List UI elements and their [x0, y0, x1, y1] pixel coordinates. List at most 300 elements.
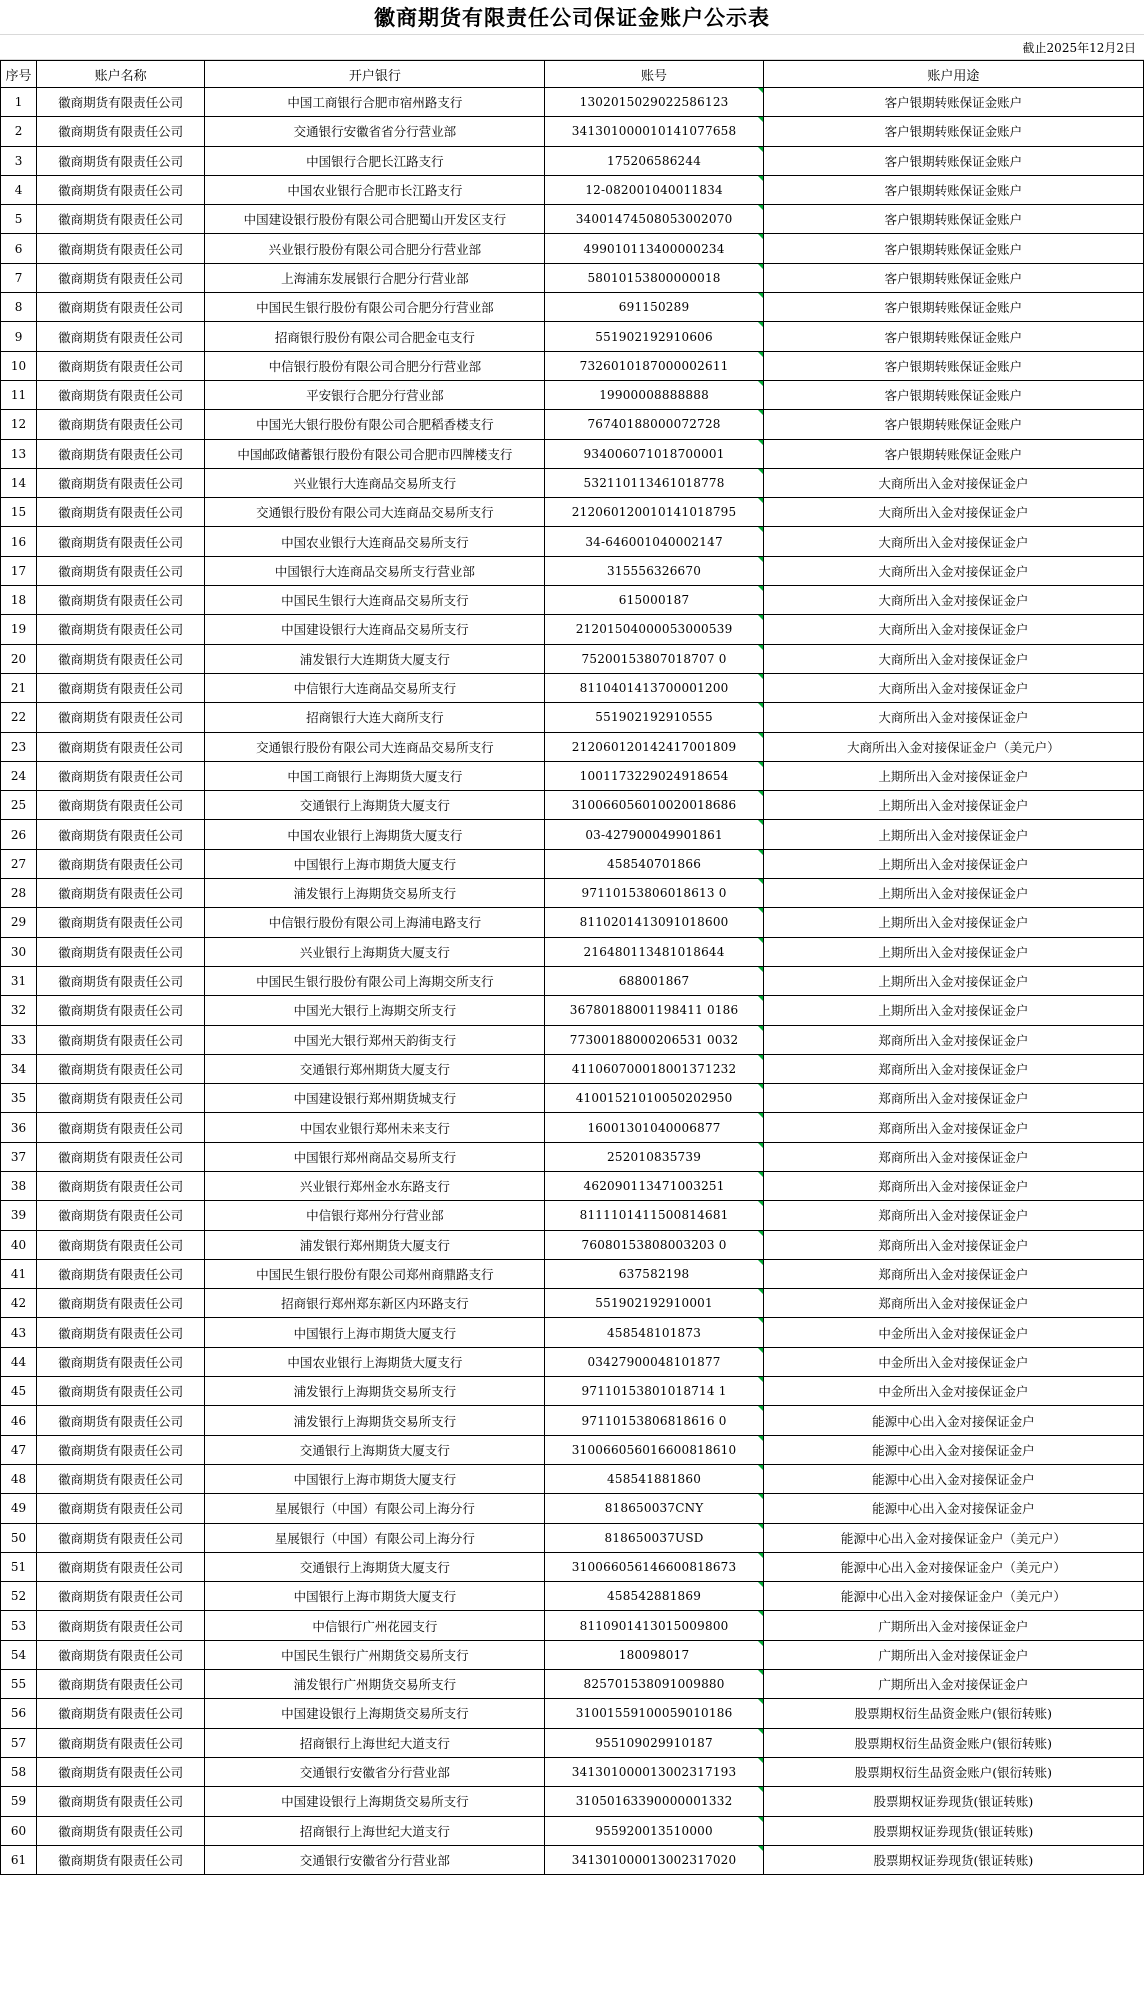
table-row — [1, 410, 1144, 439]
row-account-number: 688001867 — [545, 966, 763, 995]
row-purpose: 上期所出入金对接保证金户 — [763, 966, 1143, 995]
row-bank: 中国银行合肥长江路支行 — [205, 146, 545, 175]
row-account-name: 徽商期货有限责任公司 — [37, 1464, 205, 1493]
row-account-number: 818650037USD — [545, 1523, 763, 1552]
comment-marker-icon — [758, 1670, 763, 1675]
row-seq: 11 — [1, 380, 37, 409]
row-account-number: 34-646001040002147 — [545, 527, 763, 556]
row-seq: 57 — [1, 1728, 37, 1757]
row-seq: 60 — [1, 1816, 37, 1845]
comment-marker-icon — [758, 1758, 763, 1763]
row-bank: 中国建设银行郑州期货城支行 — [205, 1084, 545, 1113]
row-purpose: 大商所出入金对接保证金户 — [763, 703, 1143, 732]
row-bank: 交通银行郑州期货大厦支行 — [205, 1054, 545, 1083]
row-account-number: 8110201413091018600 — [545, 908, 763, 937]
as-of-date: 截止2025年12月2日 — [1022, 40, 1136, 55]
table-header — [1, 61, 1144, 88]
row-account-name: 徽商期货有限责任公司 — [37, 849, 205, 878]
row-seq: 59 — [1, 1787, 37, 1816]
row-seq: 14 — [1, 468, 37, 497]
row-seq: 3 — [1, 146, 37, 175]
row-account-name: 徽商期货有限责任公司 — [37, 1289, 205, 1318]
row-bank: 中国银行大连商品交易所支行营业部 — [205, 556, 545, 585]
row-account-number: 77300188000206531 0032 — [545, 1025, 763, 1054]
row-bank: 交通银行上海期货大厦支行 — [205, 1552, 545, 1581]
row-account-name: 徽商期货有限责任公司 — [37, 1494, 205, 1523]
row-bank: 浦发银行上海期货交易所支行 — [205, 1377, 545, 1406]
row-purpose: 股票期权衍生品资金账户(银衍转账) — [763, 1728, 1143, 1757]
row-seq: 36 — [1, 1113, 37, 1142]
table-row — [1, 1845, 1144, 1874]
comment-marker-icon — [758, 674, 763, 679]
row-bank: 浦发银行上海期货交易所支行 — [205, 879, 545, 908]
row-bank: 交通银行股份有限公司大连商品交易所支行 — [205, 498, 545, 527]
comment-marker-icon — [758, 1348, 763, 1353]
row-account-number: 310066056146600818673 — [545, 1552, 763, 1581]
row-account-name: 徽商期货有限责任公司 — [37, 1084, 205, 1113]
row-bank: 中信银行广州花园支行 — [205, 1611, 545, 1640]
row-account-name: 徽商期货有限责任公司 — [37, 1054, 205, 1083]
row-seq: 31 — [1, 966, 37, 995]
row-purpose: 郑商所出入金对接保证金户 — [763, 1025, 1143, 1054]
table-row — [1, 556, 1144, 585]
row-account-number: 934006071018700001 — [545, 439, 763, 468]
row-purpose: 中金所出入金对接保证金户 — [763, 1377, 1143, 1406]
table-row — [1, 293, 1144, 322]
row-bank: 浦发银行大连期货大厦支行 — [205, 644, 545, 673]
row-purpose: 上期所出入金对接保证金户 — [763, 820, 1143, 849]
row-purpose: 中金所出入金对接保证金户 — [763, 1318, 1143, 1347]
row-account-number: 1001173229024918654 — [545, 761, 763, 790]
row-account-number: 955109029910187 — [545, 1728, 763, 1757]
row-bank: 平安银行合肥分行营业部 — [205, 380, 545, 409]
comment-marker-icon — [758, 615, 763, 620]
row-account-name: 徽商期货有限责任公司 — [37, 1670, 205, 1699]
row-account-name: 徽商期货有限责任公司 — [37, 410, 205, 439]
row-account-number: 532110113461018778 — [545, 468, 763, 497]
comment-marker-icon — [758, 908, 763, 913]
row-bank: 招商银行上海世纪大道支行 — [205, 1728, 545, 1757]
row-bank: 中国农业银行大连商品交易所支行 — [205, 527, 545, 556]
row-seq: 24 — [1, 761, 37, 790]
table-row — [1, 1113, 1144, 1142]
row-seq: 10 — [1, 351, 37, 380]
comment-marker-icon — [758, 440, 763, 445]
row-account-name: 徽商期货有限责任公司 — [37, 234, 205, 263]
row-seq: 15 — [1, 498, 37, 527]
row-bank: 浦发银行郑州期货大厦支行 — [205, 1230, 545, 1259]
row-seq: 40 — [1, 1230, 37, 1259]
row-account-name: 徽商期货有限责任公司 — [37, 1142, 205, 1171]
table-row — [1, 1757, 1144, 1786]
row-purpose: 上期所出入金对接保证金户 — [763, 937, 1143, 966]
row-purpose: 能源中心出入金对接保证金户 — [763, 1464, 1143, 1493]
row-purpose: 大商所出入金对接保证金户 — [763, 615, 1143, 644]
row-account-name: 徽商期货有限责任公司 — [37, 263, 205, 292]
comment-marker-icon — [758, 527, 763, 532]
row-purpose: 客户银期转账保证金账户 — [763, 439, 1143, 468]
row-account-name: 徽商期货有限责任公司 — [37, 703, 205, 732]
table-row — [1, 1054, 1144, 1083]
comment-marker-icon — [758, 1553, 763, 1558]
row-purpose: 股票期权证券现货(银证转账) — [763, 1845, 1143, 1874]
date-band — [0, 35, 1144, 60]
row-account-number: 411060700018001371232 — [545, 1054, 763, 1083]
row-account-number: 310066056016600818610 — [545, 1435, 763, 1464]
row-bank: 中国民生银行大连商品交易所支行 — [205, 586, 545, 615]
row-purpose: 客户银期转账保证金账户 — [763, 88, 1143, 117]
comment-marker-icon — [758, 1113, 763, 1118]
row-purpose: 大商所出入金对接保证金户（美元户） — [763, 732, 1143, 761]
row-account-name: 徽商期货有限责任公司 — [37, 146, 205, 175]
row-bank: 中国农业银行郑州未来支行 — [205, 1113, 545, 1142]
row-purpose: 客户银期转账保证金账户 — [763, 117, 1143, 146]
table-row — [1, 1259, 1144, 1288]
row-purpose: 上期所出入金对接保证金户 — [763, 879, 1143, 908]
row-account-number: 462090113471003251 — [545, 1171, 763, 1200]
comment-marker-icon — [758, 1524, 763, 1529]
row-account-name: 徽商期货有限责任公司 — [37, 351, 205, 380]
row-account-name: 徽商期货有限责任公司 — [37, 1699, 205, 1728]
row-account-number: 458541881860 — [545, 1464, 763, 1493]
row-seq: 18 — [1, 586, 37, 615]
row-account-name: 徽商期货有限责任公司 — [37, 1728, 205, 1757]
row-bank: 星展银行（中国）有限公司上海分行 — [205, 1494, 545, 1523]
table-row — [1, 380, 1144, 409]
row-purpose: 上期所出入金对接保证金户 — [763, 996, 1143, 1025]
row-seq: 41 — [1, 1259, 37, 1288]
table-row — [1, 703, 1144, 732]
table-row — [1, 1640, 1144, 1669]
row-account-name: 徽商期货有限责任公司 — [37, 205, 205, 234]
table-row — [1, 1201, 1144, 1230]
table-body — [1, 88, 1144, 1875]
row-account-name: 徽商期货有限责任公司 — [37, 439, 205, 468]
row-account-name: 徽商期货有限责任公司 — [37, 1025, 205, 1054]
row-account-number: 341301000013002317193 — [545, 1757, 763, 1786]
row-account-number: 212060120010141018795 — [545, 498, 763, 527]
comment-marker-icon — [758, 791, 763, 796]
row-bank: 交通银行股份有限公司大连商品交易所支行 — [205, 732, 545, 761]
row-bank: 中国光大银行郑州天韵街支行 — [205, 1025, 545, 1054]
row-purpose: 上期所出入金对接保证金户 — [763, 791, 1143, 820]
row-purpose: 客户银期转账保证金账户 — [763, 380, 1143, 409]
row-purpose: 上期所出入金对接保证金户 — [763, 761, 1143, 790]
row-account-number: 75200153807018707 0 — [545, 644, 763, 673]
row-bank: 中国光大银行上海期交所支行 — [205, 996, 545, 1025]
row-bank: 中国邮政储蓄银行股份有限公司合肥市四牌楼支行 — [205, 439, 545, 468]
comment-marker-icon — [758, 1494, 763, 1499]
row-bank: 交通银行上海期货大厦支行 — [205, 1435, 545, 1464]
table-row — [1, 732, 1144, 761]
comment-marker-icon — [758, 1436, 763, 1441]
comment-marker-icon — [758, 352, 763, 357]
table-row — [1, 586, 1144, 615]
comment-marker-icon — [758, 1318, 763, 1323]
comment-marker-icon — [758, 645, 763, 650]
row-purpose: 广期所出入金对接保证金户 — [763, 1640, 1143, 1669]
table-row — [1, 791, 1144, 820]
row-seq: 54 — [1, 1640, 37, 1669]
row-purpose: 大商所出入金对接保证金户 — [763, 556, 1143, 585]
row-account-name: 徽商期货有限责任公司 — [37, 1259, 205, 1288]
row-bank: 浦发银行上海期货交易所支行 — [205, 1406, 545, 1435]
row-bank: 中国民生银行股份有限公司上海期交所支行 — [205, 966, 545, 995]
table-row — [1, 1435, 1144, 1464]
row-seq: 39 — [1, 1201, 37, 1230]
row-purpose: 郑商所出入金对接保证金户 — [763, 1259, 1143, 1288]
row-seq: 27 — [1, 849, 37, 878]
row-account-number: 825701538091009880 — [545, 1670, 763, 1699]
table-row — [1, 439, 1144, 468]
row-purpose: 大商所出入金对接保证金户 — [763, 468, 1143, 497]
row-account-name: 徽商期货有限责任公司 — [37, 1406, 205, 1435]
row-seq: 17 — [1, 556, 37, 585]
row-purpose: 客户银期转账保证金账户 — [763, 351, 1143, 380]
row-seq: 35 — [1, 1084, 37, 1113]
row-purpose: 上期所出入金对接保证金户 — [763, 849, 1143, 878]
row-bank: 中国光大银行股份有限公司合肥稻香楼支行 — [205, 410, 545, 439]
row-account-number: 12-082001040011834 — [545, 175, 763, 204]
comment-marker-icon — [758, 586, 763, 591]
comment-marker-icon — [758, 1787, 763, 1792]
table-row — [1, 1464, 1144, 1493]
table-row — [1, 1142, 1144, 1171]
row-bank: 中国民生银行股份有限公司合肥分行营业部 — [205, 293, 545, 322]
row-purpose: 大商所出入金对接保证金户 — [763, 673, 1143, 702]
table-row — [1, 234, 1144, 263]
column-header-purpose: 账户用途 — [763, 61, 1143, 88]
comment-marker-icon — [758, 322, 763, 327]
row-account-number: 36780188001198411 0186 — [545, 996, 763, 1025]
table-row — [1, 849, 1144, 878]
table-row — [1, 1552, 1144, 1581]
row-seq: 38 — [1, 1171, 37, 1200]
row-account-number: 21201504000053000539 — [545, 615, 763, 644]
row-account-name: 徽商期货有限责任公司 — [37, 1377, 205, 1406]
row-bank: 中国银行郑州商品交易所支行 — [205, 1142, 545, 1171]
row-bank: 中信银行股份有限公司合肥分行营业部 — [205, 351, 545, 380]
row-account-number: 818650037CNY — [545, 1494, 763, 1523]
row-bank: 中国建设银行上海期货交易所支行 — [205, 1699, 545, 1728]
row-account-number: 341301000010141077658 — [545, 117, 763, 146]
row-seq: 23 — [1, 732, 37, 761]
comment-marker-icon — [758, 938, 763, 943]
row-account-number: 8110901413015009800 — [545, 1611, 763, 1640]
comment-marker-icon — [758, 264, 763, 269]
comment-marker-icon — [758, 1231, 763, 1236]
row-seq: 1 — [1, 88, 37, 117]
row-purpose: 能源中心出入金对接保证金户（美元户） — [763, 1552, 1143, 1581]
comment-marker-icon — [758, 147, 763, 152]
row-account-number: 341301000013002317020 — [545, 1845, 763, 1874]
row-account-number: 551902192910606 — [545, 322, 763, 351]
row-seq: 29 — [1, 908, 37, 937]
row-account-number: 216480113481018644 — [545, 937, 763, 966]
row-seq: 26 — [1, 820, 37, 849]
row-purpose: 郑商所出入金对接保证金户 — [763, 1230, 1143, 1259]
comment-marker-icon — [758, 996, 763, 1001]
table-row — [1, 351, 1144, 380]
table-row — [1, 468, 1144, 497]
table-row — [1, 673, 1144, 702]
row-seq: 37 — [1, 1142, 37, 1171]
comment-marker-icon — [758, 1406, 763, 1411]
row-account-name: 徽商期货有限责任公司 — [37, 117, 205, 146]
row-account-name: 徽商期货有限责任公司 — [37, 1552, 205, 1581]
comment-marker-icon — [758, 1465, 763, 1470]
comment-marker-icon — [758, 1289, 763, 1294]
row-bank: 中国工商银行上海期货大厦支行 — [205, 761, 545, 790]
row-account-name: 徽商期货有限责任公司 — [37, 966, 205, 995]
row-account-name: 徽商期货有限责任公司 — [37, 1757, 205, 1786]
row-seq: 51 — [1, 1552, 37, 1581]
row-account-number: 7326010187000002611 — [545, 351, 763, 380]
comment-marker-icon — [758, 1641, 763, 1646]
comment-marker-icon — [758, 733, 763, 738]
row-account-name: 徽商期货有限责任公司 — [37, 791, 205, 820]
table-row — [1, 908, 1144, 937]
row-purpose: 股票期权衍生品资金账户(银衍转账) — [763, 1757, 1143, 1786]
row-purpose: 能源中心出入金对接保证金户 — [763, 1494, 1143, 1523]
row-account-name: 徽商期货有限责任公司 — [37, 820, 205, 849]
row-seq: 9 — [1, 322, 37, 351]
row-purpose: 郑商所出入金对接保证金户 — [763, 1054, 1143, 1083]
comment-marker-icon — [758, 381, 763, 386]
row-seq: 47 — [1, 1435, 37, 1464]
table-row — [1, 1230, 1144, 1259]
row-purpose: 股票期权证券现货(银证转账) — [763, 1787, 1143, 1816]
comment-marker-icon — [758, 410, 763, 415]
table-row — [1, 205, 1144, 234]
row-purpose: 客户银期转账保证金账户 — [763, 234, 1143, 263]
row-seq: 2 — [1, 117, 37, 146]
comment-marker-icon — [758, 1729, 763, 1734]
comment-marker-icon — [758, 1582, 763, 1587]
comment-marker-icon — [758, 117, 763, 122]
row-account-name: 徽商期货有限责任公司 — [37, 322, 205, 351]
row-seq: 52 — [1, 1582, 37, 1611]
row-account-name: 徽商期货有限责任公司 — [37, 615, 205, 644]
row-account-number: 955920013510000 — [545, 1816, 763, 1845]
row-purpose: 能源中心出入金对接保证金户 — [763, 1406, 1143, 1435]
comment-marker-icon — [758, 1172, 763, 1177]
row-account-name: 徽商期货有限责任公司 — [37, 1845, 205, 1874]
column-header-account-name: 账户名称 — [37, 61, 205, 88]
row-account-name: 徽商期货有限责任公司 — [37, 1435, 205, 1464]
row-account-number: 315556326670 — [545, 556, 763, 585]
row-bank: 中国民生银行广州期货交易所支行 — [205, 1640, 545, 1669]
row-bank: 招商银行大连大商所支行 — [205, 703, 545, 732]
table-row — [1, 117, 1144, 146]
row-bank: 招商银行股份有限公司合肥金屯支行 — [205, 322, 545, 351]
row-account-number: 310066056010020018686 — [545, 791, 763, 820]
row-purpose: 客户银期转账保证金账户 — [763, 205, 1143, 234]
table-row — [1, 937, 1144, 966]
row-purpose: 客户银期转账保证金账户 — [763, 293, 1143, 322]
comment-marker-icon — [758, 1084, 763, 1089]
row-purpose: 能源中心出入金对接保证金户（美元户） — [763, 1523, 1143, 1552]
row-purpose: 股票期权证券现货(银证转账) — [763, 1816, 1143, 1845]
table-row — [1, 1670, 1144, 1699]
row-account-number: 31001559100059010186 — [545, 1699, 763, 1728]
table-row — [1, 527, 1144, 556]
row-account-number: 31050163390000001332 — [545, 1787, 763, 1816]
table-row — [1, 879, 1144, 908]
row-account-name: 徽商期货有限责任公司 — [37, 937, 205, 966]
row-account-name: 徽商期货有限责任公司 — [37, 1787, 205, 1816]
row-account-number: 458542881869 — [545, 1582, 763, 1611]
table-row — [1, 644, 1144, 673]
comment-marker-icon — [758, 1143, 763, 1148]
row-account-name: 徽商期货有限责任公司 — [37, 556, 205, 585]
row-account-name: 徽商期货有限责任公司 — [37, 644, 205, 673]
row-purpose: 客户银期转账保证金账户 — [763, 322, 1143, 351]
comment-marker-icon — [758, 88, 763, 93]
table-row — [1, 322, 1144, 351]
row-seq: 20 — [1, 644, 37, 673]
table-row — [1, 498, 1144, 527]
table-row — [1, 1582, 1144, 1611]
row-purpose: 客户银期转账保证金账户 — [763, 263, 1143, 292]
table-row — [1, 1025, 1144, 1054]
row-bank: 浦发银行广州期货交易所支行 — [205, 1670, 545, 1699]
row-bank: 中国民生银行股份有限公司郑州商鼎路支行 — [205, 1259, 545, 1288]
row-seq: 8 — [1, 293, 37, 322]
row-seq: 48 — [1, 1464, 37, 1493]
row-purpose: 大商所出入金对接保证金户 — [763, 586, 1143, 615]
row-bank: 中国农业银行合肥市长江路支行 — [205, 175, 545, 204]
row-purpose: 广期所出入金对接保证金户 — [763, 1611, 1143, 1640]
row-account-number: 499010113400000234 — [545, 234, 763, 263]
row-bank: 交通银行安徽省省分行营业部 — [205, 117, 545, 146]
row-account-name: 徽商期货有限责任公司 — [37, 586, 205, 615]
row-purpose: 郑商所出入金对接保证金户 — [763, 1142, 1143, 1171]
row-account-name: 徽商期货有限责任公司 — [37, 1347, 205, 1376]
row-purpose: 能源中心出入金对接保证金户（美元户） — [763, 1582, 1143, 1611]
row-seq: 61 — [1, 1845, 37, 1874]
row-bank: 上海浦东发展银行合肥分行营业部 — [205, 263, 545, 292]
row-purpose: 能源中心出入金对接保证金户 — [763, 1435, 1143, 1464]
row-seq: 42 — [1, 1289, 37, 1318]
row-account-number: 637582198 — [545, 1259, 763, 1288]
table-row — [1, 1494, 1144, 1523]
row-seq: 45 — [1, 1377, 37, 1406]
table-row — [1, 1171, 1144, 1200]
table-row — [1, 1289, 1144, 1318]
row-account-number: 458540701866 — [545, 849, 763, 878]
page-title: 徽商期货有限责任公司保证金账户公示表 — [374, 5, 770, 30]
row-bank: 招商银行郑州郑东新区内环路支行 — [205, 1289, 545, 1318]
row-purpose: 广期所出入金对接保证金户 — [763, 1670, 1143, 1699]
comment-marker-icon — [758, 205, 763, 210]
row-account-number: 03-427900049901861 — [545, 820, 763, 849]
row-account-name: 徽商期货有限责任公司 — [37, 1640, 205, 1669]
table-row — [1, 175, 1144, 204]
row-account-name: 徽商期货有限责任公司 — [37, 527, 205, 556]
row-bank: 中国银行上海市期货大厦支行 — [205, 849, 545, 878]
table-row — [1, 146, 1144, 175]
comment-marker-icon — [758, 176, 763, 181]
row-account-name: 徽商期货有限责任公司 — [37, 908, 205, 937]
row-account-name: 徽商期货有限责任公司 — [37, 380, 205, 409]
row-account-name: 徽商期货有限责任公司 — [37, 673, 205, 702]
table-row — [1, 263, 1144, 292]
row-account-number: 212060120142417001809 — [545, 732, 763, 761]
row-account-number: 34001474508053002070 — [545, 205, 763, 234]
row-account-name: 徽商期货有限责任公司 — [37, 1611, 205, 1640]
row-account-number: 03427900048101877 — [545, 1347, 763, 1376]
